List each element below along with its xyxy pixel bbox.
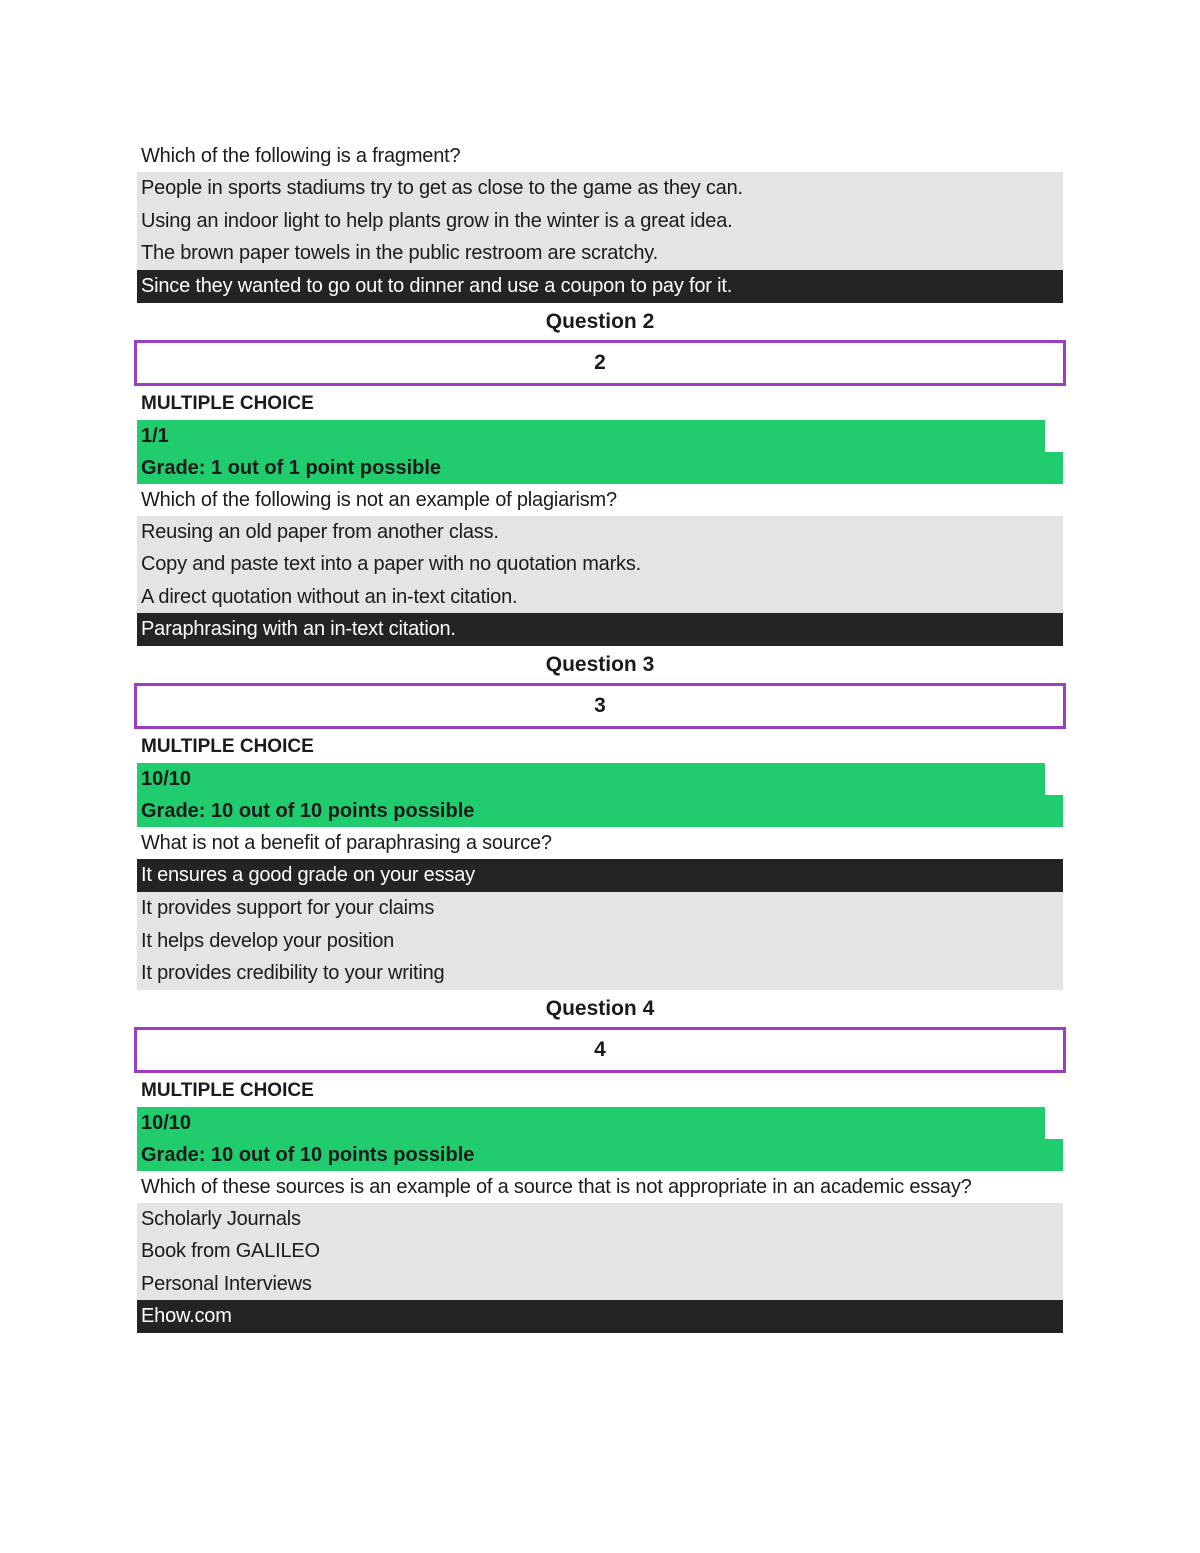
question-3-option-2: It provides support for your claims	[137, 892, 1063, 925]
question-3-heading: Question 3	[545, 653, 655, 676]
question-3-grade: Grade: 10 out of 10 points possible	[137, 795, 1063, 827]
question-2-grade: Grade: 1 out of 1 point possible	[137, 452, 1063, 484]
question-2-option-2: Copy and paste text into a paper with no quotation marks.	[137, 548, 1063, 581]
question-2-option-1: Reusing an old paper from another class.	[137, 516, 1063, 549]
question-3-number-box: 3	[134, 683, 1066, 729]
question-4-selected-option: Ehow.com	[137, 1300, 1063, 1333]
question-4-option-2: Book from GALILEO	[137, 1235, 1063, 1268]
question-4-option-1: Scholarly Journals	[137, 1203, 1063, 1236]
question-4-grade: Grade: 10 out of 10 points possible	[137, 1139, 1063, 1171]
question-4-number-box: 4	[134, 1027, 1066, 1073]
question-3-option-4: It provides credibility to your writing	[137, 957, 1063, 990]
question-4-option-3: Personal Interviews	[137, 1268, 1063, 1301]
question-3-score: 10/10	[137, 763, 1045, 795]
question-2-number-box: 2	[134, 340, 1066, 386]
question-1-option-3: The brown paper towels in the public restroom are scratchy.	[137, 237, 1063, 270]
question-4-score: 10/10	[137, 1107, 1045, 1139]
question-1-selected-option: Since they wanted to go out to dinner and use a coupon to pay for it.	[137, 270, 1063, 303]
question-3-selected-option: It ensures a good grade on your essay	[137, 859, 1063, 892]
question-2-selected-option: Paraphrasing with an in-text citation.	[137, 613, 1063, 646]
question-1-option-2: Using an indoor light to help plants grow in the winter is a great idea.	[137, 205, 1063, 238]
question-4-text: Which of these sources is an example of a source that is not appropriate in an academic essay?	[137, 1171, 1063, 1203]
question-4-heading: Question 4	[545, 996, 655, 1020]
question-4-type: MULTIPLE CHOICE	[141, 1079, 314, 1101]
question-2-heading: Question 2	[545, 309, 655, 333]
question-1-text: Which of the following is a fragment?	[137, 140, 1063, 172]
quiz-content	[137, 140, 1063, 1333]
question-3-text: What is not a benefit of paraphrasing a source?	[137, 827, 1063, 859]
question-2-score: 1/1	[137, 420, 1045, 452]
question-1-option-1: People in sports stadiums try to get as close to the game as they can.	[137, 172, 1063, 205]
question-3-type: MULTIPLE CHOICE	[141, 736, 314, 757]
question-2-option-3: A direct quotation without an in-text citation.	[137, 581, 1063, 614]
question-2-text: Which of the following is not an example of plagiarism?	[137, 484, 1063, 516]
question-3-option-3: It helps develop your position	[137, 925, 1063, 958]
question-2-type: MULTIPLE CHOICE	[141, 392, 314, 414]
